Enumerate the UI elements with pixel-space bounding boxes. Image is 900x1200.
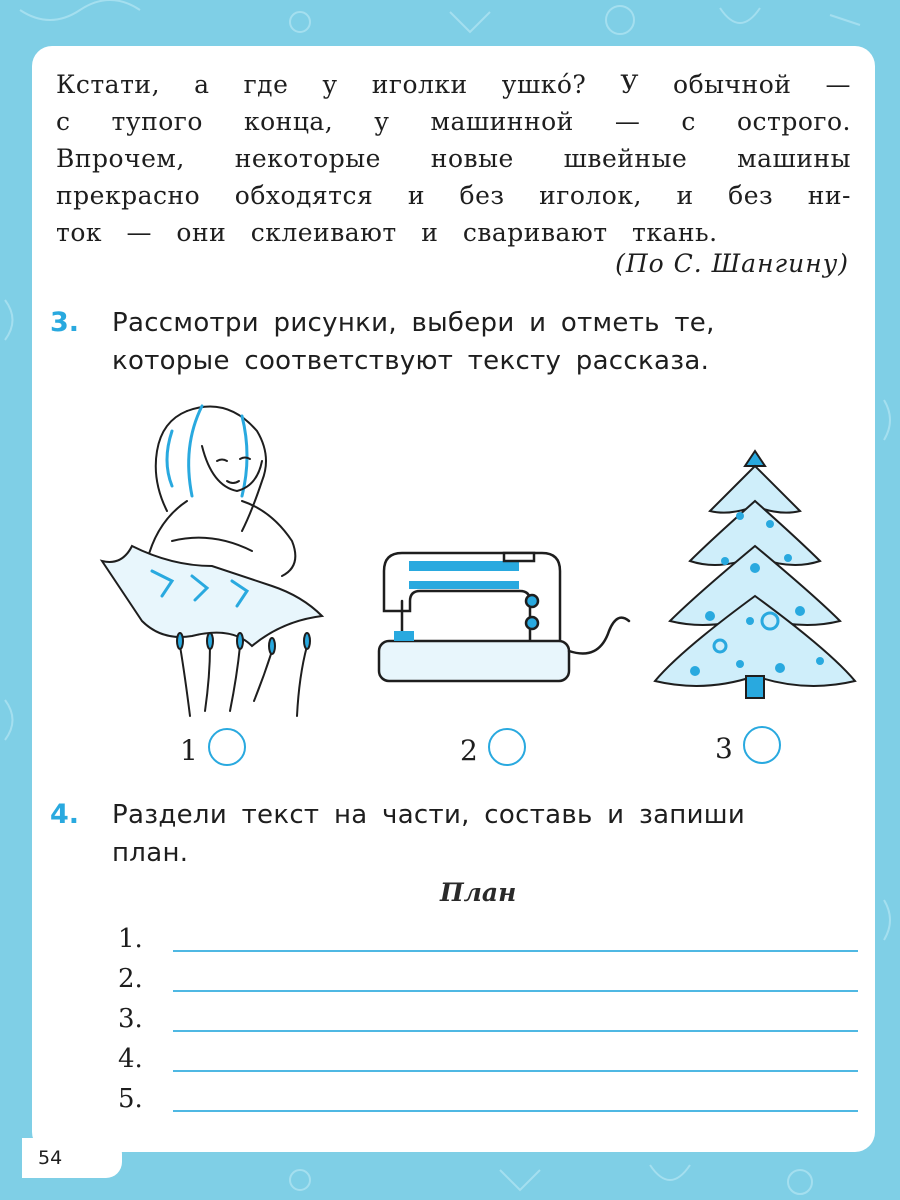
plan-item-number: 1.: [118, 924, 143, 954]
plan-item-number: 2.: [118, 964, 143, 994]
plan-item-number: 4.: [118, 1044, 143, 1074]
task-text: [112, 304, 715, 380]
story-line: с тупого конца, у машинной — с острого.: [56, 107, 851, 136]
christmas-tree-icon: [650, 446, 860, 706]
plan-item-number: 5.: [118, 1084, 143, 1114]
woman-sewing-with-needles-icon: [92, 401, 352, 721]
story-line: Впрочем, некоторые новые швейные машины: [56, 144, 851, 173]
task-line: план.: [112, 838, 189, 868]
task-number: 3.: [50, 307, 80, 338]
answer-circle-3[interactable]: [743, 726, 781, 764]
choice-label: 1: [180, 734, 198, 767]
task-line: Рассмотри рисунки, выбери и отметь те,: [112, 308, 715, 338]
answer-line[interactable]: [173, 950, 858, 952]
story-text: [56, 66, 851, 251]
task-3: [50, 304, 850, 384]
plan-item-number: 3.: [118, 1004, 143, 1034]
story-line: ток — они склеивают и сваривают ткань.: [56, 218, 718, 247]
answer-line[interactable]: [173, 1070, 858, 1072]
answer-circle-1[interactable]: [208, 728, 246, 766]
workbook-page: [32, 46, 875, 1152]
choice-label: 2: [460, 734, 478, 767]
answer-line[interactable]: [173, 1030, 858, 1032]
task-line: Раздели текст на части, составь и запиши: [112, 800, 746, 830]
answer-circle-2[interactable]: [488, 728, 526, 766]
plan-row: [118, 1044, 858, 1084]
plan-row: [118, 1004, 858, 1044]
answer-line[interactable]: [173, 990, 858, 992]
page-number: 54: [22, 1138, 122, 1178]
choice-label: 3: [715, 732, 733, 765]
task-4: [50, 796, 850, 876]
task-number: 4.: [50, 799, 80, 830]
answer-line[interactable]: [173, 1110, 858, 1112]
task-line: которые соответствуют тексту рассказа.: [112, 346, 710, 376]
plan-row: [118, 1084, 858, 1124]
story-line: прекрасно обходятся и без иголок, и без ни-: [56, 181, 851, 210]
plan-row: [118, 924, 858, 964]
task-text: [112, 796, 745, 872]
sewing-machine-icon: [374, 541, 634, 691]
story-source: (По С. Шангину): [615, 249, 849, 278]
story-line: Кстати, а где у иголки ушкó? У обычной —: [56, 70, 851, 99]
plan-title: План: [440, 878, 517, 907]
plan-row: [118, 964, 858, 1004]
